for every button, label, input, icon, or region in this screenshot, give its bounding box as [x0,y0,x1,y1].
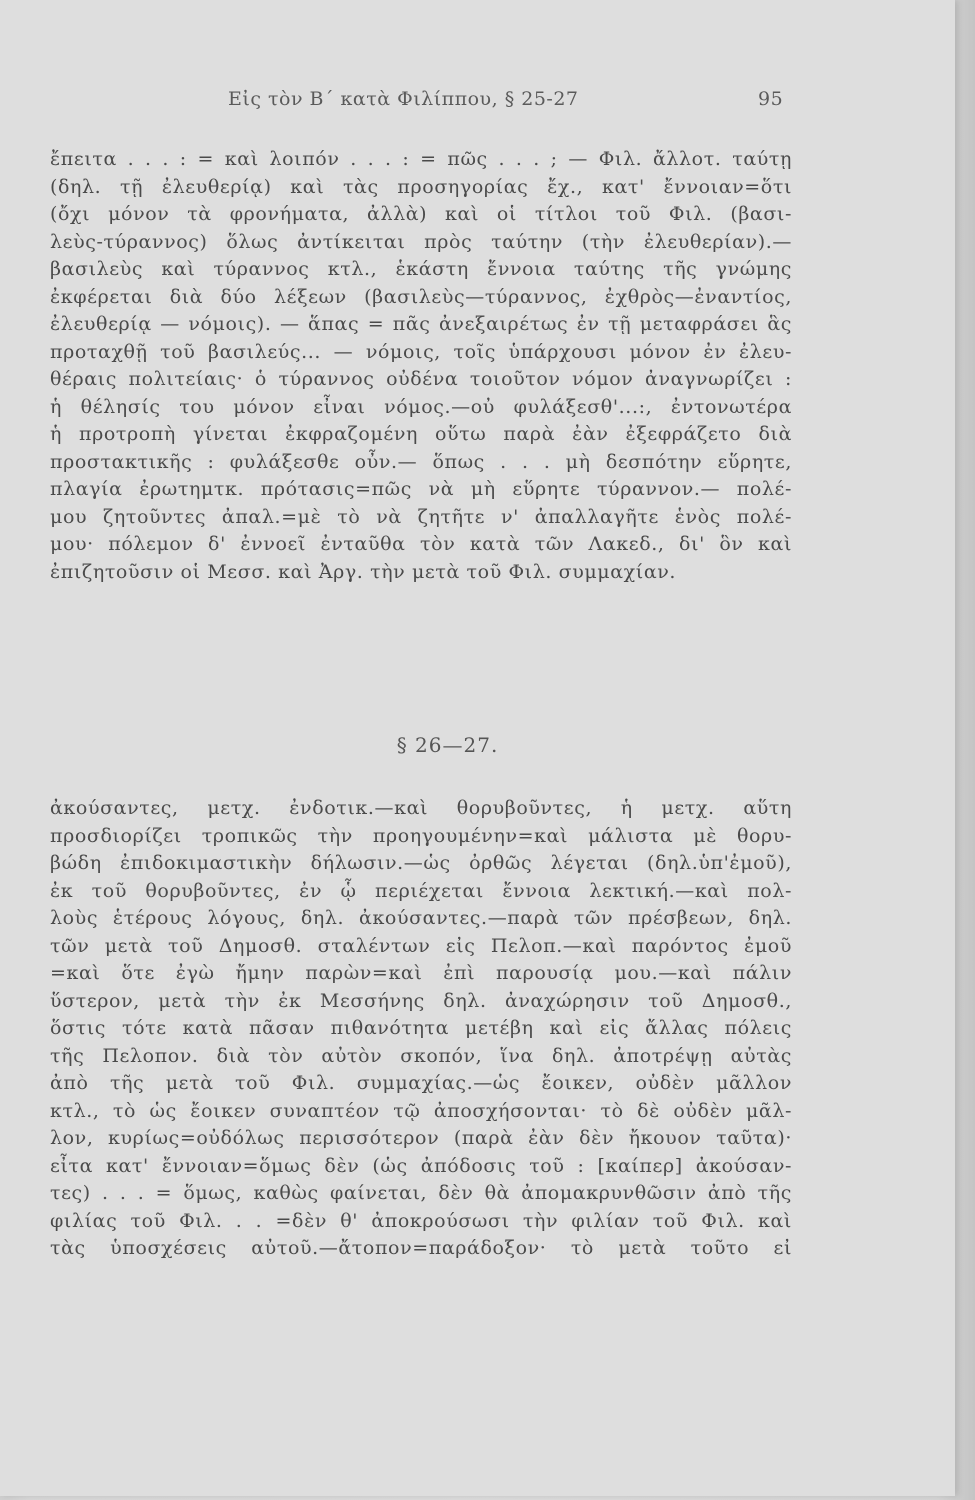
text-line: =καὶ ὅτε ἐγὼ ἤμην παρὼν=καὶ ἐπὶ παρουσίᾳ μου.—καὶ πάλιν [50,962,792,984]
text-line: πλαγία ἐρωτημτκ. πρότασις=πῶς νὰ μὴ εὕρητε τύραννον.— πολέ- [50,478,792,500]
text-line: λον, κυρίως=οὐδόλως περισσότερον (παρὰ ἐὰν δὲν ἤκουον ταῦτα)· [50,1127,792,1149]
text-line: τες) . . . = ὅμως, καθὼς φαίνεται, δὲν θὰ ἀπομακρυνθῶσιν ἀπὸ τῆς [50,1182,792,1204]
text-line: (δηλ. τῇ ἐλευθερίᾳ) καὶ τὰς προσηγορίας ἔχ., κατ' ἔννοιαν=ὅτι [50,175,792,198]
text-line: ἐλευθερίᾳ — νόμοις). — ἅπας = πᾶς ἀνεξαιρέτως ἐν τῇ μεταφράσει ἃς [50,313,792,335]
text-line: ἡ προτροπὴ γίνεται ἐκφραζομένη οὕτω παρὰ ἐὰν ἐξεφράζετο διὰ [50,423,792,445]
text-line: λοὺς ἑτέρους λόγους, δηλ. ἀκούσαντες.—παρὰ τῶν πρέσβεων, δηλ. [50,907,792,929]
text-line: (ὄχι μόνον τὰ φρονήματα, ἀλλὰ) καὶ οἱ τίτλοι τοῦ Φιλ. (βασι- [50,203,792,225]
text-line: μου ζητοῦντες ἀπαλ.=μὲ τὸ νὰ ζητῆτε ν' ἀπαλλαγῆτε ἑνὸς πολέ- [50,505,792,528]
text-line: φιλίας τοῦ Φιλ. . . =δὲν θ' ἀποκρούσωσι τὴν φιλίαν τοῦ Φιλ. καὶ [50,1209,792,1232]
text-line: βώδη ἐπιδοκιμαστικὴν δήλωσιν.—ὡς ὀρθῶς λέγεται (δηλ.ὑπ'ἐμοῦ), [50,852,792,874]
text-line: μου· πόλεμον δ' ἐννοεῖ ἐνταῦθα τὸν κατὰ τῶν Λακεδ., δι' ὃν καὶ [50,533,792,555]
text-line: τὰς ὑποσχέσεις αὐτοῦ.—ἄτοπον=παράδοξον· τὸ μετὰ τοῦτο εἰ [50,1237,792,1259]
page-header [0,88,975,118]
text-line: ἀπὸ τῆς μετὰ τοῦ Φιλ. συμμαχίας.—ὡς ἔοικεν, οὐδὲν μᾶλλον [50,1072,792,1094]
commentary-paragraph-2 [50,795,792,1263]
page-number: 95 [758,88,784,110]
text-line: εἶτα κατ' ἔννοιαν=ὅμως δὲν (ὡς ἀπόδοσις τοῦ : [καίπερ] ἀκούσαν- [50,1154,792,1177]
commentary-paragraph-1 [50,146,792,586]
section-heading-text: § 26—27. [396,733,499,757]
text-line: ἐκφέρεται διὰ δύο λέξεων (βασιλεὺς—τύραννος, ἐχθρὸς—ἐναντίος, [50,285,792,308]
text-line: ὅστις τότε κατὰ πᾶσαν πιθανότητα μετέβη καὶ εἰς ἄλλας πόλεις [50,1017,792,1039]
text-line: ἐπιζητοῦσιν οἱ Μεσσ. καὶ Ἀργ. τὴν μετὰ τοῦ Φιλ. συμμαχίαν. [50,560,677,583]
text-line: ἐκ τοῦ θορυβοῦντες, ἐν ᾧ περιέχεται ἔννοια λεκτική.—καὶ πολ- [50,879,792,902]
text-line: βασιλεὺς καὶ τύραννος κτλ., ἑκάστη ἔννοια ταύτης τῆς γνώμης [50,258,792,280]
text-line: ἡ θέλησίς του μόνον εἶναι νόμος.—οὐ φυλάξεσθ'...:, ἐντονωτέρα [50,395,792,418]
text-line: προσδιορίζει τροπικῶς τὴν προηγουμένην=καὶ μάλιστα μὲ θορυ- [50,824,792,847]
text-line: θέραις πολιτείαις· ὁ τύραννος οὐδένα τοιοῦτον νόμον ἀναγνωρίζει : [50,368,792,390]
text-line: κτλ., τὸ ὡς ἔοικεν συναπτέον τῷ ἀποσχήσονται· τὸ δὲ οὐδὲν μᾶλ- [50,1099,792,1122]
text-line: τῆς Πελοπον. διὰ τὸν αὐτὸν σκοπόν, ἵνα δηλ. ἀποτρέψῃ αὐτὰς [50,1044,792,1067]
text-line: ἔπειτα . . . : = καὶ λοιπόν . . . : = πῶς . . . ; — Φιλ. ἄλλοτ. ταύτῃ [50,148,792,170]
text-line: ἀκούσαντες, μετχ. ἐνδοτικ.—καὶ θορυβοῦντες, ἡ μετχ. αὕτη [50,797,792,819]
section-heading [0,733,975,757]
text-line: λεὺς-τύραννος) ὅλως ἀντίκειται πρὸς ταύτην (τὴν ἐλευθερίαν).— [50,230,792,253]
running-title: Εἰς τὸν Β΄ κατὰ Φιλίππου, § 25-27 [228,88,579,110]
text-line: προστακτικῆς : φυλάξεσθε οὖν.— ὅπως . . . μὴ δεσπότην εὕρητε, [50,450,792,473]
text-line: προταχθῇ τοῦ βασιλεύς... — νόμοις, τοῖς ὑπάρχουσι μόνον ἐν ἐλευ- [50,340,792,363]
text-line: ὕστερον, μετὰ τὴν ἐκ Μεσσήνης δηλ. ἀναχώρησιν τοῦ Δημοσθ., [50,989,792,1012]
text-line: τῶν μετὰ τοῦ Δημοσθ. σταλέντων εἰς Πελοπ.—καὶ παρόντος ἐμοῦ [50,934,792,957]
